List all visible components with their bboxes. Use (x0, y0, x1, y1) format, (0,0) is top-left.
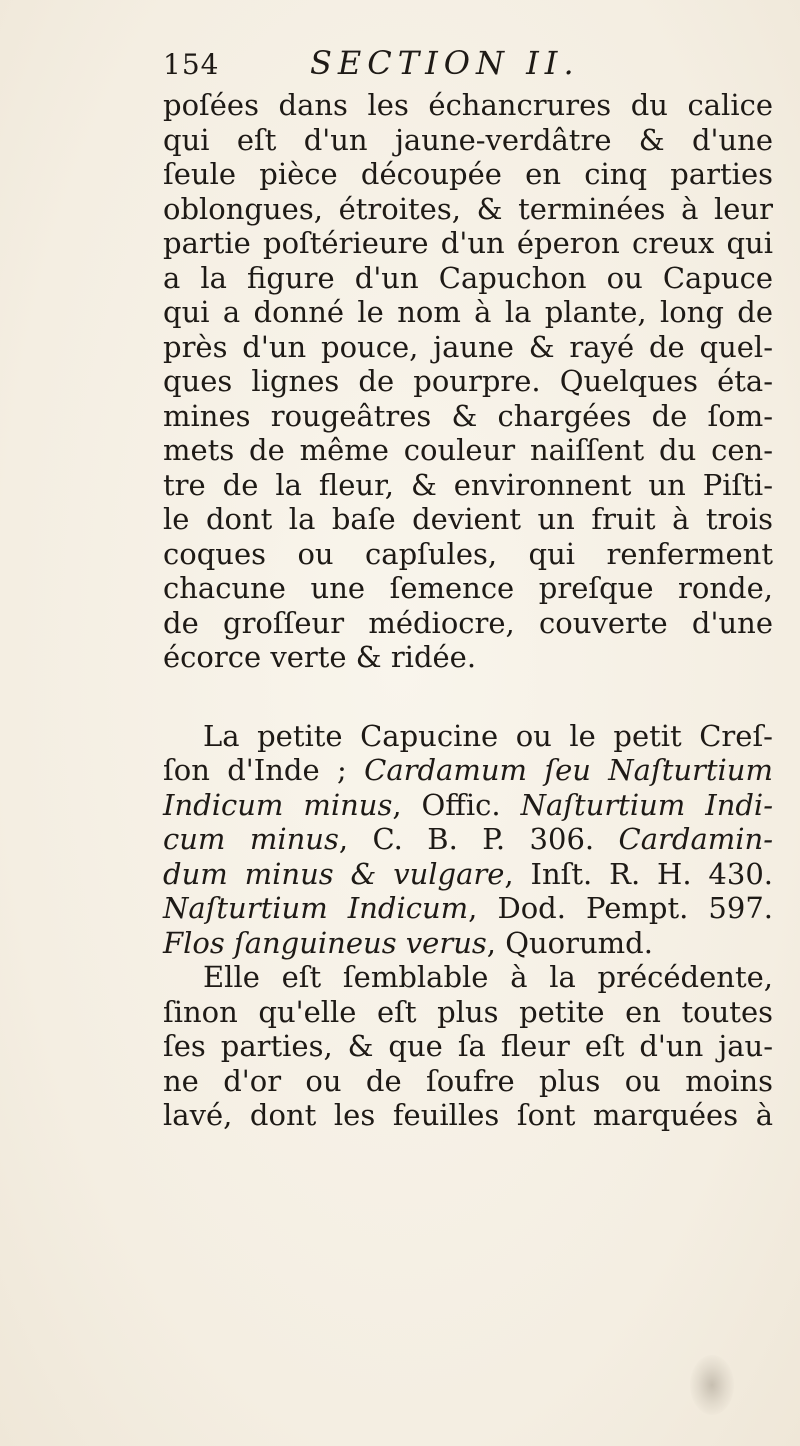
text-run: , Offic. (392, 787, 521, 822)
text-line: ques lignes de pourpre. Quelques éta- (163, 364, 773, 398)
body-text (163, 88, 773, 1133)
text-line: ne d'or ou de ſoufre plus ou moins (163, 1063, 773, 1098)
text-line: de groſſeur médiocre, couverte d'une (163, 605, 773, 640)
text-line (163, 891, 773, 926)
page-header (163, 42, 763, 92)
text-line: mines rougeâtres & chargées de ſom- (163, 398, 773, 433)
text-line: chacune une ſemence preſque ronde, (163, 571, 773, 605)
text-line: ſes parties, & que ſa fleur eſt d'un jau- (163, 1029, 773, 1063)
text-run: , Dod. Pempt. 597. (468, 891, 773, 925)
text-line: le dont la baſe devient un fruit à trois (163, 502, 773, 536)
latin-name: Naſturtium Indicum (163, 891, 469, 925)
text-line (163, 788, 773, 823)
text-line: ſinon qu'elle eſt plus petite en toutes (163, 994, 773, 1029)
text-run: , Inſt. R. H. 430. (504, 856, 773, 891)
text-line: partie poſtérieure d'un éperon creux qui (163, 226, 773, 260)
text-line: coques ou capſules, qui renferment (163, 536, 773, 571)
latin-name: Indicum minus (163, 787, 393, 822)
text-line (163, 857, 773, 892)
text-run: , C. B. P. 306. (338, 822, 619, 856)
text-line: écorce verte & ridée. (163, 640, 477, 674)
latin-name: Flos ſanguineus verus (163, 925, 487, 960)
text-line (163, 926, 773, 961)
text-line: a la figure d'un Capuchon ou Capuce (163, 260, 773, 295)
text-line: près d'un pouce, jaune & rayé de quel- (163, 329, 773, 364)
latin-name: dum minus & vulgare (163, 856, 505, 891)
text-line (163, 822, 773, 857)
text-line: tre de la fleur, & environnent un Piſti- (163, 467, 773, 502)
text-run: , Quorumd. (486, 925, 653, 960)
text-run: La petite Capucine ou le petit Creſ- (203, 718, 773, 753)
page-number: 154 (163, 48, 220, 81)
text-line: Elle eſt ſemblable à la précédente, (203, 960, 773, 994)
running-head: SECTION II. (310, 44, 580, 82)
latin-name: Naſturtium Indi- (520, 787, 774, 822)
text-line: poſées dans les échancrures du calice (163, 88, 773, 122)
text-line: lavé, dont les feuilles ſont marquées à (163, 1098, 773, 1132)
text-line: qui a donné le nom à la plante, long de (163, 295, 773, 329)
latin-name: cum minus (163, 822, 339, 856)
text-line: ſeule pièce découpée en cinq parties (163, 157, 773, 191)
latin-name: Cardamin- (618, 822, 773, 856)
latin-name: Cardamum ſeu Naſturtium (364, 753, 773, 787)
text-run: ſon d'Inde ; (163, 753, 365, 787)
text-line: mets de même couleur naiſſent du cen- (163, 433, 773, 467)
text-line: oblongues, étroites, & terminées à leur (163, 191, 773, 226)
ink-smudge (690, 1355, 734, 1415)
text-line (163, 753, 773, 788)
text-line (163, 719, 773, 754)
text-line: qui eſt d'un jaune-verdâtre & d'une (163, 122, 773, 157)
